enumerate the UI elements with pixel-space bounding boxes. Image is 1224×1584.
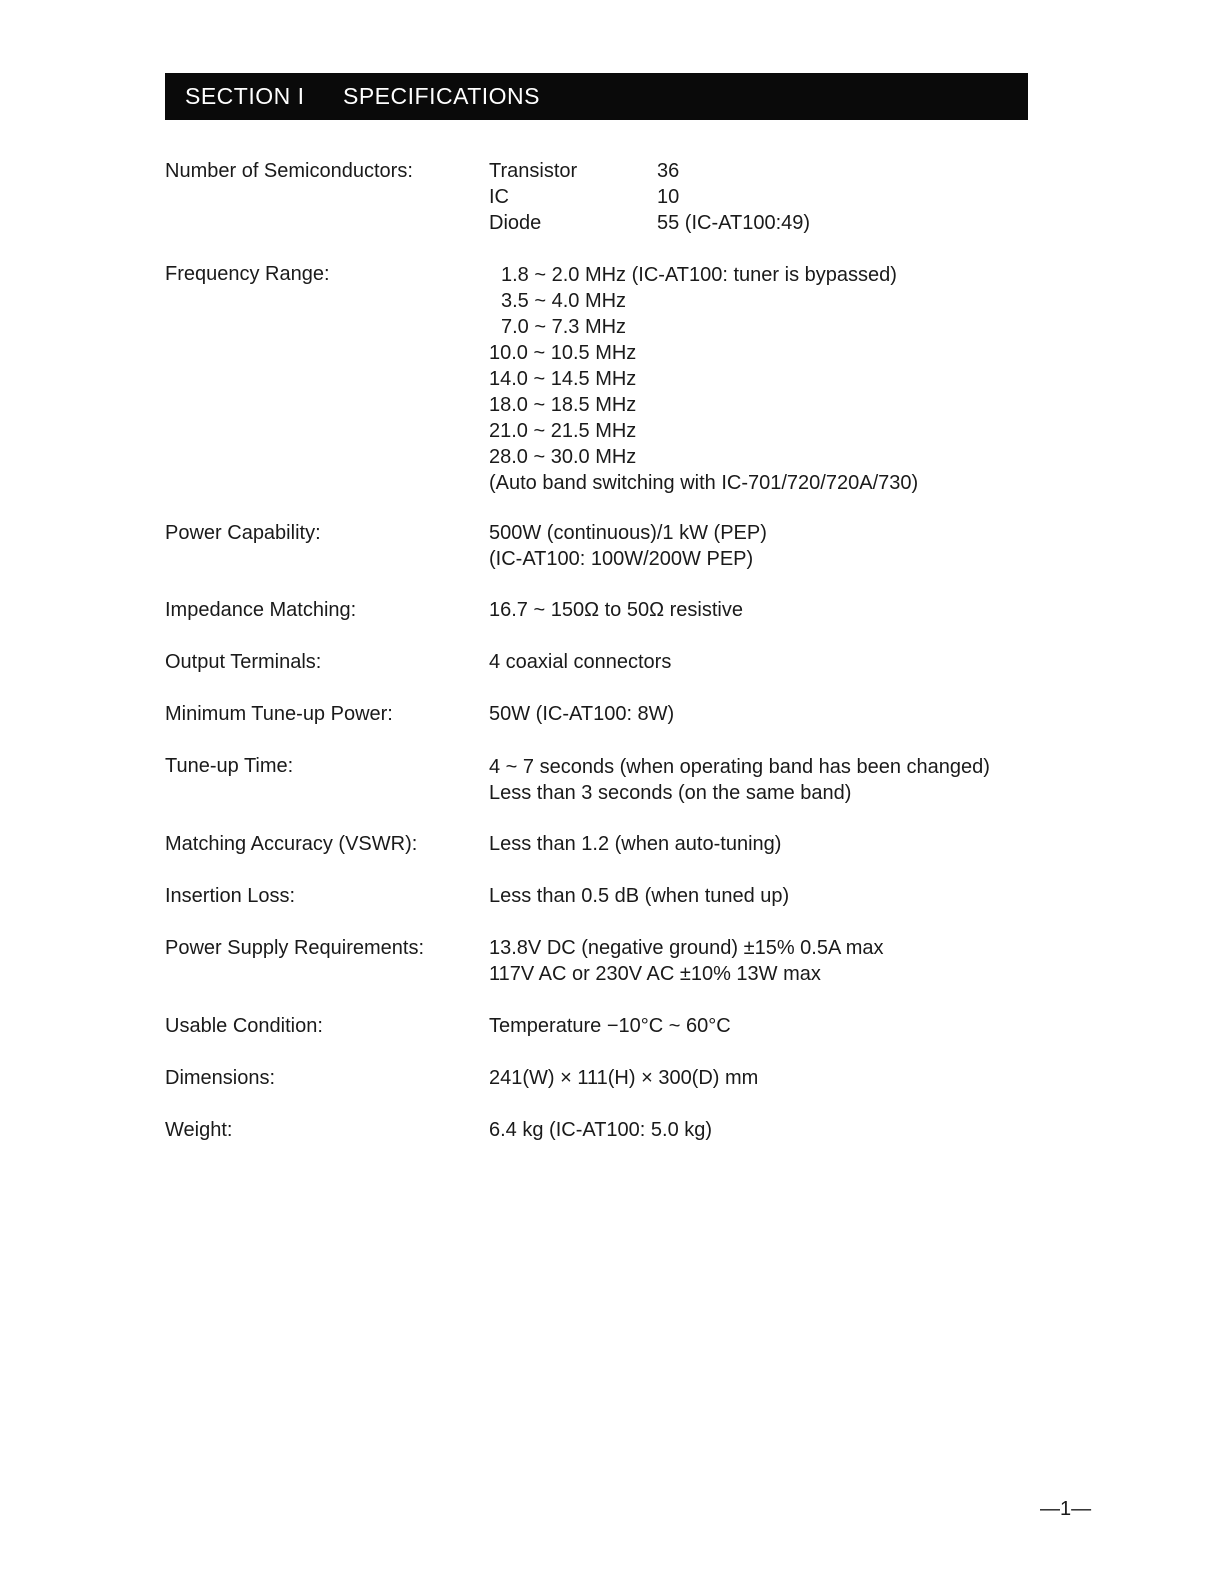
tune-time-line: 4 ~ 7 seconds (when operating band has been changed) (489, 756, 990, 778)
section-header (165, 73, 1028, 120)
semiconductor-row (489, 184, 989, 210)
frequency-line: 1.8 ~ 2.0 MHz (IC-AT100: tuner is bypassed) (501, 264, 897, 286)
dimensions-label: Dimensions: (165, 1067, 276, 1089)
semiconductor-row (489, 158, 989, 184)
page-number: —1— (1040, 1498, 1092, 1520)
insertion-value: Less than 0.5 dB (when tuned up) (489, 885, 790, 907)
frequency-line: 28.0 ~ 30.0 MHz (489, 446, 637, 468)
weight-value: 6.4 kg (IC-AT100: 5.0 kg) (489, 1119, 713, 1141)
condition-label: Usable Condition: (165, 1015, 323, 1037)
frequency-value (489, 262, 918, 496)
semiconductor-row (489, 210, 989, 236)
frequency-line: 3.5 ~ 4.0 MHz (501, 290, 627, 312)
accuracy-label: Matching Accuracy (VSWR): (165, 833, 418, 855)
power-label: Power Capability: (165, 522, 321, 544)
semiconductors-value (489, 158, 989, 236)
section-number: SECTION I (185, 83, 305, 109)
frequency-line: 18.0 ~ 18.5 MHz (489, 394, 637, 416)
dimensions-value: 241(W) × 111(H) × 300(D) mm (489, 1067, 759, 1089)
semiconductor-count: 36 (657, 160, 680, 182)
supply-line: 13.8V DC (negative ground) ±15% 0.5A max (489, 937, 884, 959)
min-power-label: Minimum Tune-up Power: (165, 703, 393, 725)
power-line: 500W (continuous)/1 kW (PEP) (489, 522, 767, 544)
semiconductor-name: Diode (489, 212, 542, 234)
impedance-label: Impedance Matching: (165, 599, 357, 621)
power-value (489, 520, 767, 572)
insertion-label: Insertion Loss: (165, 885, 296, 907)
frequency-line: 14.0 ~ 14.5 MHz (489, 368, 637, 390)
frequency-line: 10.0 ~ 10.5 MHz (489, 342, 637, 364)
tune-time-line: Less than 3 seconds (on the same band) (489, 782, 852, 804)
output-value: 4 coaxial connectors (489, 651, 672, 673)
frequency-line: (Auto band switching with IC-701/720/720A/730) (489, 472, 919, 494)
power-line: (IC-AT100: 100W/200W PEP) (489, 548, 754, 570)
accuracy-value: Less than 1.2 (when auto-tuning) (489, 833, 782, 855)
supply-value (489, 935, 884, 987)
frequency-line: 21.0 ~ 21.5 MHz (489, 420, 637, 442)
semiconductor-count: 10 (657, 186, 680, 208)
tune-time-value (489, 754, 990, 806)
min-power-value: 50W (IC-AT100: 8W) (489, 703, 675, 725)
frequency-label: Frequency Range: (165, 263, 330, 285)
tune-time-label: Tune-up Time: (165, 755, 294, 777)
condition-value: Temperature −10°C ~ 60°C (489, 1015, 731, 1037)
output-label: Output Terminals: (165, 651, 322, 673)
frequency-line: 7.0 ~ 7.3 MHz (501, 316, 627, 338)
impedance-value: 16.7 ~ 150Ω to 50Ω resistive (489, 599, 743, 621)
semiconductors-label: Number of Semiconductors: (165, 160, 413, 182)
semiconductor-name: Transistor (489, 160, 578, 182)
supply-label: Power Supply Requirements: (165, 937, 425, 959)
semiconductor-name: IC (489, 186, 509, 208)
weight-label: Weight: (165, 1119, 233, 1141)
section-title: SPECIFICATIONS (343, 83, 540, 109)
supply-line: 117V AC or 230V AC ±10% 13W max (489, 963, 821, 985)
semiconductor-count: 55 (IC-AT100:49) (657, 212, 811, 234)
